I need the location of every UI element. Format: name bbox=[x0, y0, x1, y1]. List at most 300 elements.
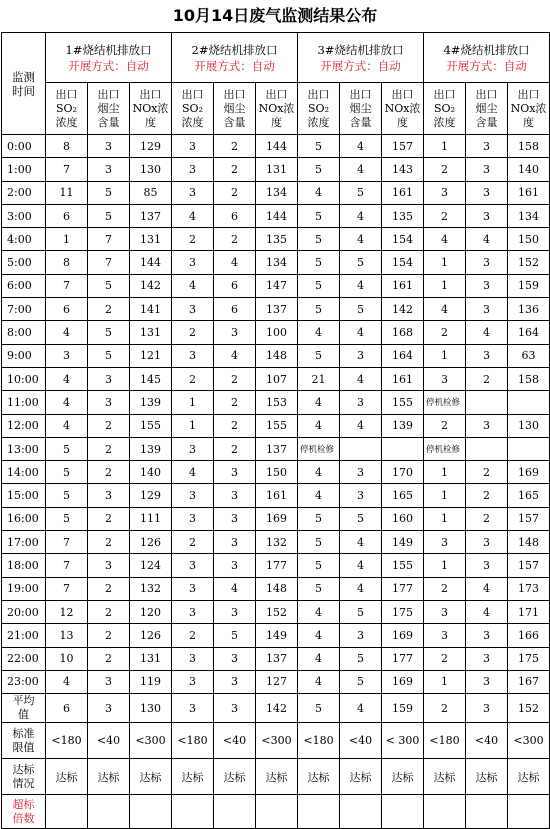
value-cell: 2 bbox=[214, 391, 256, 414]
value-cell: 2 bbox=[424, 577, 466, 600]
value-cell: 175 bbox=[382, 600, 424, 623]
value-cell: 4 bbox=[466, 321, 508, 344]
table-row bbox=[2, 507, 550, 530]
table-row bbox=[2, 414, 550, 437]
value-cell: 2 bbox=[214, 158, 256, 181]
value-cell: 3 bbox=[466, 554, 508, 577]
value-cell: 3 bbox=[214, 321, 256, 344]
limit-cell: <300 bbox=[256, 723, 298, 759]
value-cell: 3 bbox=[46, 344, 88, 367]
unit-mode: 开展方式：自动 bbox=[68, 58, 149, 73]
value-cell: 3 bbox=[214, 554, 256, 577]
average-cell: 3 bbox=[172, 694, 214, 723]
column-header: 出口 烟尘 含量 bbox=[340, 83, 382, 135]
value-cell: 3 bbox=[340, 624, 382, 647]
time-cell: 4:00 bbox=[2, 228, 46, 251]
time-cell: 2:00 bbox=[2, 181, 46, 204]
value-cell: 5 bbox=[340, 507, 382, 530]
value-cell: 3 bbox=[214, 507, 256, 530]
time-cell: 9:00 bbox=[2, 344, 46, 367]
average-cell: 4 bbox=[340, 694, 382, 723]
value-cell: 5 bbox=[340, 600, 382, 623]
value-cell: 137 bbox=[130, 204, 172, 227]
value-cell: 3 bbox=[172, 577, 214, 600]
value-cell: 3 bbox=[214, 531, 256, 554]
value-cell: 127 bbox=[256, 670, 298, 693]
value-cell: 5 bbox=[298, 204, 340, 227]
value-cell: 3 bbox=[172, 507, 214, 530]
value-cell: 136 bbox=[508, 298, 550, 321]
average-cell: 3 bbox=[466, 694, 508, 723]
value-cell: 148 bbox=[508, 531, 550, 554]
column-header: 出口 NOx浓 度 bbox=[382, 83, 424, 135]
page-title: 10月14日废气监测结果公布 bbox=[172, 6, 378, 25]
value-cell: 173 bbox=[508, 577, 550, 600]
value-cell: 5 bbox=[340, 181, 382, 204]
value-cell: 2 bbox=[88, 531, 130, 554]
average-cell: 3 bbox=[88, 694, 130, 723]
unit-header-1 bbox=[46, 33, 172, 83]
value-cell: 171 bbox=[508, 600, 550, 623]
value-cell: 停机检修 bbox=[424, 437, 466, 460]
value-cell: 2 bbox=[214, 414, 256, 437]
value-cell: 3 bbox=[340, 391, 382, 414]
table-row bbox=[2, 228, 550, 251]
limit-cell: <300 bbox=[130, 723, 172, 759]
value-cell: 1 bbox=[424, 507, 466, 530]
value-cell: 7 bbox=[46, 274, 88, 297]
value-cell: 161 bbox=[256, 484, 298, 507]
value-cell: 4 bbox=[340, 554, 382, 577]
compliance-cell: 达标 bbox=[88, 759, 130, 795]
compliance-cell: 达标 bbox=[340, 759, 382, 795]
compliance-row bbox=[2, 759, 550, 795]
value-cell: 2 bbox=[424, 647, 466, 670]
unit-name: 3#烧结机排放口 bbox=[317, 42, 404, 57]
value-cell: 126 bbox=[130, 624, 172, 647]
value-cell: 2 bbox=[424, 204, 466, 227]
value-cell: 2 bbox=[172, 367, 214, 390]
limit-cell: <300 bbox=[508, 723, 550, 759]
value-cell: 3 bbox=[340, 344, 382, 367]
value-cell: 2 bbox=[214, 367, 256, 390]
value-cell: 131 bbox=[130, 321, 172, 344]
value-cell: 2 bbox=[88, 414, 130, 437]
value-cell: 7 bbox=[46, 158, 88, 181]
unit-mode: 开展方式：自动 bbox=[446, 58, 527, 73]
value-cell: 7 bbox=[46, 554, 88, 577]
exceed-cell bbox=[172, 795, 214, 829]
value-cell bbox=[508, 391, 550, 414]
exceed-cell bbox=[382, 795, 424, 829]
value-cell: 139 bbox=[382, 414, 424, 437]
value-cell: 3 bbox=[466, 344, 508, 367]
column-header: 出口 SO₂ 浓度 bbox=[46, 83, 88, 135]
value-cell: 7 bbox=[88, 251, 130, 274]
value-cell: 140 bbox=[130, 461, 172, 484]
value-cell: 2 bbox=[424, 321, 466, 344]
value-cell: 7 bbox=[88, 228, 130, 251]
value-cell: 119 bbox=[130, 670, 172, 693]
unit-header-4 bbox=[424, 33, 550, 83]
value-cell: 4 bbox=[298, 391, 340, 414]
value-cell: 141 bbox=[130, 298, 172, 321]
value-cell: 3 bbox=[88, 670, 130, 693]
value-cell: 63 bbox=[508, 344, 550, 367]
time-cell: 18:00 bbox=[2, 554, 46, 577]
value-cell: 3 bbox=[424, 181, 466, 204]
limit-cell: <180 bbox=[298, 723, 340, 759]
time-cell: 10:00 bbox=[2, 367, 46, 390]
value-cell: 3 bbox=[214, 600, 256, 623]
value-cell: 1 bbox=[424, 344, 466, 367]
table-row bbox=[2, 484, 550, 507]
value-cell: 3 bbox=[466, 624, 508, 647]
value-cell: 5 bbox=[298, 274, 340, 297]
value-cell: 5 bbox=[88, 344, 130, 367]
column-header: 出口 烟尘 含量 bbox=[88, 83, 130, 135]
table-row bbox=[2, 204, 550, 227]
value-cell: 165 bbox=[382, 484, 424, 507]
value-cell: 139 bbox=[130, 391, 172, 414]
exceed-cell bbox=[298, 795, 340, 829]
value-cell: 1 bbox=[172, 391, 214, 414]
value-cell: 4 bbox=[172, 204, 214, 227]
value-cell: 3 bbox=[172, 600, 214, 623]
time-cell: 15:00 bbox=[2, 484, 46, 507]
value-cell: 4 bbox=[424, 298, 466, 321]
value-cell: 13 bbox=[46, 624, 88, 647]
average-cell: 2 bbox=[424, 694, 466, 723]
value-cell: 2 bbox=[88, 437, 130, 460]
value-cell: 159 bbox=[508, 274, 550, 297]
compliance-cell: 达标 bbox=[256, 759, 298, 795]
average-row bbox=[2, 694, 550, 723]
value-cell: 3 bbox=[424, 624, 466, 647]
value-cell: 135 bbox=[256, 228, 298, 251]
value-cell: 2 bbox=[466, 367, 508, 390]
value-cell: 4 bbox=[298, 670, 340, 693]
value-cell: 6 bbox=[214, 274, 256, 297]
value-cell: 4 bbox=[340, 228, 382, 251]
value-cell: 5 bbox=[298, 531, 340, 554]
average-cell: 6 bbox=[46, 694, 88, 723]
value-cell: 3 bbox=[172, 298, 214, 321]
value-cell: 3 bbox=[340, 484, 382, 507]
exceed-cell bbox=[508, 795, 550, 829]
value-cell: 3 bbox=[424, 600, 466, 623]
value-cell: 5 bbox=[298, 577, 340, 600]
value-cell: 134 bbox=[256, 251, 298, 274]
compliance-cell: 达标 bbox=[46, 759, 88, 795]
value-cell: 177 bbox=[382, 647, 424, 670]
time-cell: 12:00 bbox=[2, 414, 46, 437]
time-cell: 5:00 bbox=[2, 251, 46, 274]
value-cell: 3 bbox=[172, 181, 214, 204]
value-cell: 2 bbox=[214, 228, 256, 251]
value-cell: 5 bbox=[88, 181, 130, 204]
value-cell: 100 bbox=[256, 321, 298, 344]
value-cell: 5 bbox=[298, 344, 340, 367]
table-row bbox=[2, 181, 550, 204]
column-header: 出口 烟尘 含量 bbox=[466, 83, 508, 135]
value-cell bbox=[466, 391, 508, 414]
table-row bbox=[2, 600, 550, 623]
value-cell: 6 bbox=[46, 204, 88, 227]
value-cell: 10 bbox=[46, 647, 88, 670]
value-cell: 4 bbox=[214, 344, 256, 367]
value-cell: 6 bbox=[46, 298, 88, 321]
value-cell: 4 bbox=[340, 135, 382, 158]
value-cell: 4 bbox=[340, 158, 382, 181]
value-cell: 5 bbox=[298, 298, 340, 321]
value-cell: 134 bbox=[508, 204, 550, 227]
value-cell: 130 bbox=[130, 158, 172, 181]
average-cell: 159 bbox=[382, 694, 424, 723]
value-cell: 6 bbox=[214, 298, 256, 321]
value-cell: 121 bbox=[130, 344, 172, 367]
value-cell: 139 bbox=[130, 437, 172, 460]
value-cell: 3 bbox=[172, 251, 214, 274]
limit-cell: <40 bbox=[214, 723, 256, 759]
value-cell: 137 bbox=[256, 298, 298, 321]
value-cell: 1 bbox=[424, 670, 466, 693]
limit-cell: <40 bbox=[466, 723, 508, 759]
limit-cell: <180 bbox=[46, 723, 88, 759]
value-cell: 157 bbox=[508, 554, 550, 577]
value-cell: 177 bbox=[256, 554, 298, 577]
value-cell: 2 bbox=[172, 531, 214, 554]
value-cell: 4 bbox=[46, 670, 88, 693]
value-cell: 149 bbox=[256, 624, 298, 647]
table-row bbox=[2, 344, 550, 367]
exceed-cell bbox=[424, 795, 466, 829]
average-cell: 142 bbox=[256, 694, 298, 723]
value-cell: 停机检修 bbox=[424, 391, 466, 414]
value-cell: 4 bbox=[340, 367, 382, 390]
value-cell: 142 bbox=[382, 298, 424, 321]
value-cell: 1 bbox=[46, 228, 88, 251]
value-cell: 3 bbox=[172, 344, 214, 367]
table-row bbox=[2, 624, 550, 647]
value-cell: 停机检修 bbox=[298, 437, 340, 460]
value-cell: 5 bbox=[46, 507, 88, 530]
time-cell: 16:00 bbox=[2, 507, 46, 530]
value-cell: 1 bbox=[424, 461, 466, 484]
average-cell: 152 bbox=[508, 694, 550, 723]
exceed-cell bbox=[88, 795, 130, 829]
value-cell: 155 bbox=[382, 554, 424, 577]
time-cell: 8:00 bbox=[2, 321, 46, 344]
value-cell: 4 bbox=[298, 600, 340, 623]
value-cell: 3 bbox=[466, 181, 508, 204]
value-cell: 134 bbox=[256, 181, 298, 204]
table-row bbox=[2, 391, 550, 414]
value-cell: 4 bbox=[298, 624, 340, 647]
value-cell: 148 bbox=[256, 344, 298, 367]
table-row bbox=[2, 158, 550, 181]
value-cell: 21 bbox=[298, 367, 340, 390]
column-header: 出口 SO₂ 浓度 bbox=[172, 83, 214, 135]
compliance-cell: 达标 bbox=[382, 759, 424, 795]
value-cell: 165 bbox=[508, 484, 550, 507]
value-cell: 3 bbox=[172, 437, 214, 460]
value-cell: 1 bbox=[172, 414, 214, 437]
value-cell: 2 bbox=[88, 507, 130, 530]
time-cell: 0:00 bbox=[2, 135, 46, 158]
value-cell: 177 bbox=[382, 577, 424, 600]
value-cell: 4 bbox=[298, 321, 340, 344]
value-cell: 3 bbox=[88, 484, 130, 507]
value-cell: 4 bbox=[172, 274, 214, 297]
time-cell: 22:00 bbox=[2, 647, 46, 670]
value-cell: 164 bbox=[508, 321, 550, 344]
value-cell: 137 bbox=[256, 647, 298, 670]
value-cell: 144 bbox=[256, 204, 298, 227]
value-cell: 5 bbox=[340, 251, 382, 274]
value-cell: 3 bbox=[172, 554, 214, 577]
table-row bbox=[2, 251, 550, 274]
value-cell: 152 bbox=[508, 251, 550, 274]
value-cell: 169 bbox=[508, 461, 550, 484]
value-cell: 3 bbox=[88, 391, 130, 414]
table-row bbox=[2, 367, 550, 390]
value-cell: 2 bbox=[88, 461, 130, 484]
value-cell: 2 bbox=[88, 577, 130, 600]
time-cell: 11:00 bbox=[2, 391, 46, 414]
value-cell: 137 bbox=[256, 437, 298, 460]
time-cell: 20:00 bbox=[2, 600, 46, 623]
value-cell: 147 bbox=[256, 274, 298, 297]
value-cell: 131 bbox=[256, 158, 298, 181]
value-cell: 4 bbox=[340, 414, 382, 437]
value-cell: 3 bbox=[466, 158, 508, 181]
value-cell: 150 bbox=[508, 228, 550, 251]
value-cell: 129 bbox=[130, 135, 172, 158]
value-cell: 142 bbox=[130, 274, 172, 297]
value-cell: 2 bbox=[214, 181, 256, 204]
time-cell: 17:00 bbox=[2, 531, 46, 554]
value-cell: 164 bbox=[382, 344, 424, 367]
value-cell: 4 bbox=[46, 414, 88, 437]
unit-mode: 开展方式：自动 bbox=[194, 58, 275, 73]
value-cell: 169 bbox=[256, 507, 298, 530]
value-cell bbox=[466, 437, 508, 460]
value-cell: 3 bbox=[466, 531, 508, 554]
value-cell: 3 bbox=[214, 461, 256, 484]
value-cell: 169 bbox=[382, 624, 424, 647]
value-cell: 4 bbox=[214, 577, 256, 600]
value-cell: 161 bbox=[508, 181, 550, 204]
value-cell: 11 bbox=[46, 181, 88, 204]
value-cell: 3 bbox=[88, 135, 130, 158]
exceed-cell bbox=[256, 795, 298, 829]
value-cell: 111 bbox=[130, 507, 172, 530]
time-cell: 3:00 bbox=[2, 204, 46, 227]
value-cell: 5 bbox=[88, 204, 130, 227]
table-row bbox=[2, 274, 550, 297]
value-cell: 107 bbox=[256, 367, 298, 390]
value-cell: 4 bbox=[298, 647, 340, 670]
value-cell: 3 bbox=[214, 484, 256, 507]
value-cell: 4 bbox=[340, 321, 382, 344]
value-cell: 132 bbox=[256, 531, 298, 554]
exceed-row bbox=[2, 795, 550, 829]
value-cell: 3 bbox=[88, 158, 130, 181]
exceed-label: 超标 倍数 bbox=[2, 795, 46, 829]
value-cell: 5 bbox=[298, 251, 340, 274]
value-cell: 8 bbox=[46, 251, 88, 274]
value-cell: 130 bbox=[508, 414, 550, 437]
value-cell: 2 bbox=[424, 414, 466, 437]
value-cell: 2 bbox=[172, 321, 214, 344]
value-cell: 3 bbox=[466, 135, 508, 158]
table-row bbox=[2, 647, 550, 670]
table-row bbox=[2, 577, 550, 600]
value-cell: 2 bbox=[172, 228, 214, 251]
time-cell: 6:00 bbox=[2, 274, 46, 297]
value-cell: 4 bbox=[466, 577, 508, 600]
average-label: 平均 值 bbox=[2, 694, 46, 723]
value-cell: 5 bbox=[298, 158, 340, 181]
value-cell: 5 bbox=[46, 484, 88, 507]
exceed-cell bbox=[214, 795, 256, 829]
average-cell: 5 bbox=[298, 694, 340, 723]
limit-cell: < 300 bbox=[382, 723, 424, 759]
value-cell: 3 bbox=[88, 367, 130, 390]
value-cell: 6 bbox=[214, 204, 256, 227]
value-cell: 4 bbox=[46, 321, 88, 344]
column-header: 出口 SO₂ 浓度 bbox=[298, 83, 340, 135]
value-cell: 144 bbox=[256, 135, 298, 158]
value-cell: 166 bbox=[508, 624, 550, 647]
value-cell: 120 bbox=[130, 600, 172, 623]
value-cell: 175 bbox=[508, 647, 550, 670]
value-cell: 2 bbox=[88, 647, 130, 670]
value-cell: 155 bbox=[130, 414, 172, 437]
time-cell: 21:00 bbox=[2, 624, 46, 647]
value-cell: 3 bbox=[88, 554, 130, 577]
value-cell: 168 bbox=[382, 321, 424, 344]
value-cell: 5 bbox=[340, 670, 382, 693]
value-cell: 4 bbox=[46, 391, 88, 414]
value-cell: 8 bbox=[46, 135, 88, 158]
value-cell: 2 bbox=[466, 507, 508, 530]
emission-table bbox=[1, 32, 550, 829]
value-cell: 4 bbox=[298, 414, 340, 437]
value-cell: 5 bbox=[88, 321, 130, 344]
value-cell: 1 bbox=[424, 251, 466, 274]
value-cell: 124 bbox=[130, 554, 172, 577]
compliance-cell: 达标 bbox=[424, 759, 466, 795]
value-cell: 157 bbox=[382, 135, 424, 158]
value-cell: 148 bbox=[256, 577, 298, 600]
value-cell: 4 bbox=[466, 228, 508, 251]
value-cell: 3 bbox=[466, 204, 508, 227]
time-cell: 19:00 bbox=[2, 577, 46, 600]
value-cell: 5 bbox=[214, 624, 256, 647]
value-cell: 155 bbox=[382, 391, 424, 414]
compliance-cell: 达标 bbox=[466, 759, 508, 795]
value-cell: 161 bbox=[382, 274, 424, 297]
value-cell: 2 bbox=[214, 437, 256, 460]
value-cell: 2 bbox=[172, 624, 214, 647]
value-cell: 3 bbox=[466, 251, 508, 274]
value-cell: 152 bbox=[256, 600, 298, 623]
value-cell: 4 bbox=[340, 204, 382, 227]
value-cell: 3 bbox=[172, 670, 214, 693]
column-header: 出口 NOx浓 度 bbox=[130, 83, 172, 135]
